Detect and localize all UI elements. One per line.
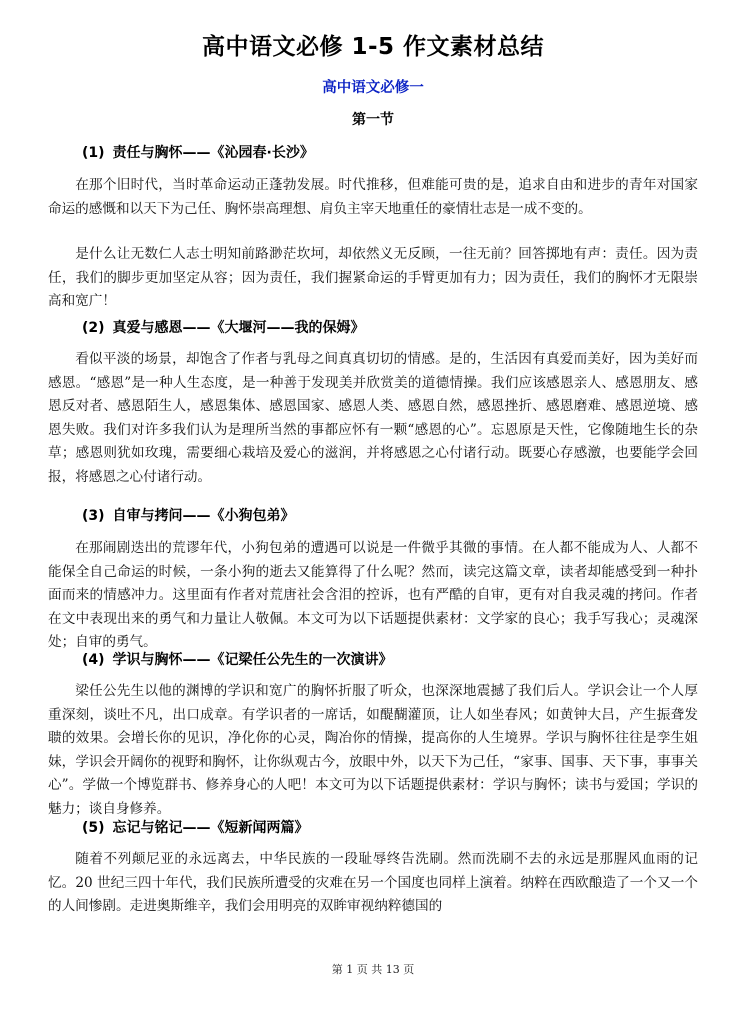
paragraph: 梁任公先生以他的渊博的学识和宽广的胸怀折服了听众，也深深地震撼了我们后人。学识会让一个人厚重深刻，谈吐不凡，出口成章。有学识者的一席话，如醍醐灌顶，让人如坐春风；如黄钟大吕，产生振聋发聩的效果。会增长你的见识，净化你的心灵，陶冶你的情操，提高你的人生境界。学识与胸怀往往是孪生姐妹，学识会开阔你的视野和胸怀，让你纵观古今，放眼中外，以天下为己任，“家事、国事、天下事，事事关心”。学做一个博览群书、修养身心的人吧！本文可为以下话题提供素材：学识与胸怀；读书与爱国；学识的魅力；谈自身修养。 <box>48 683 698 817</box>
item-number: (3) <box>82 508 105 524</box>
document-title: 高中语文必修 1-5 作文素材总结 <box>201 34 545 60</box>
item-number: (2) <box>82 320 105 336</box>
item-heading-text: 忘记与铭记——《短新闻两篇》 <box>112 820 309 836</box>
item-heading-1 <box>82 143 702 163</box>
item-heading-4 <box>82 650 702 670</box>
paragraph: 看似平淡的场景，却饱含了作者与乳母之间真真切切的情感。是的，生活因有真爱而美好，因为美好而感恩。“感恩”是一种人生态度，是一种善于发现美并欣赏美的道德情操。我们应该感恩亲人、感恩朋友、感恩反对者、感恩陌生人，感恩集体、感恩国家、感恩人类、感恩自然，感恩挫折、感恩磨难、感恩逆境、感恩失败。我们对许多我们认为是理所当然的事都应怀有一颗“感恩的心”。忘恩原是天性，它像随地生长的杂草；感恩则犹如玫瑰，需要细心栽培及爱心的滋润，并将感恩之心付诸行动。既要心存感激，也要能学会回报，将感恩之心付诸行动。 <box>48 351 698 485</box>
paragraph: 在那闹剧迭出的荒谬年代，小狗包弟的遭遇可以说是一件微乎其微的事情。在人都不能成为人、人都不能保全自己命运的时候，一条小狗的逝去又能算得了什么呢？然而，读完这篇文章，读者却能感受到一种扑面而来的情感冲力。这里面有作者对荒唐社会含泪的控诉，也有严酷的自审，更有对自我灵魂的拷问。作者在文中表现出来的勇气和力量让人敬佩。本文可为以下话题提供素材：文学家的良心；我手写我心；灵魂深处；自审的勇气。 <box>48 540 698 651</box>
page-footer: 第 1 页 共 13 页 <box>331 963 415 976</box>
item-heading-2 <box>82 318 702 338</box>
section-label: 第一节 <box>352 112 394 128</box>
paragraph: 随着不列颠尼亚的永远离去，中华民族的一段耻辱终告洗刷。然而洗刷不去的永远是那腥风血雨的记忆。20 世纪三四十年代，我们民族所遭受的灾难在另一个国度也同样上演着。纳粹在西欧酿造了一个又一个的人间惨剧。走进奥斯维辛，我们会用明亮的双眸审视纳粹德国的 <box>48 851 698 915</box>
paragraph: 在那个旧时代，当时革命运动正蓬勃发展。时代推移，但难能可贵的是，追求自由和进步的青年对国家命运的感慨和以天下为己任、胸怀崇高理想、肩负主宰天地重任的豪情壮志是一成不变的。 <box>48 177 698 217</box>
item-heading-text: 责任与胸怀——《沁园春·长沙》 <box>112 145 314 161</box>
item-number: (4) <box>82 652 105 668</box>
item-heading-text: 真爱与感恩——《大堰河——我的保姆》 <box>112 320 365 336</box>
paragraph: 是什么让无数仁人志士明知前路渺茫坎坷，却依然义无反顾，一往无前？回答掷地有声：责任。因为责任，我们的脚步更加坚定从容；因为责任，我们握紧命运的手臂更加有力；因为责任，我们的胸怀才无限崇高和宽广！ <box>48 246 698 310</box>
item-heading-3 <box>82 506 702 526</box>
item-number: (1) <box>82 145 105 161</box>
item-heading-text: 学识与胸怀——《记梁任公先生的一次演讲》 <box>112 652 393 668</box>
chapter-subtitle: 高中语文必修一 <box>322 80 424 96</box>
item-number: (5) <box>82 820 105 836</box>
item-heading-5 <box>82 818 702 838</box>
item-heading-text: 自审与拷问——《小狗包弟》 <box>112 508 295 524</box>
